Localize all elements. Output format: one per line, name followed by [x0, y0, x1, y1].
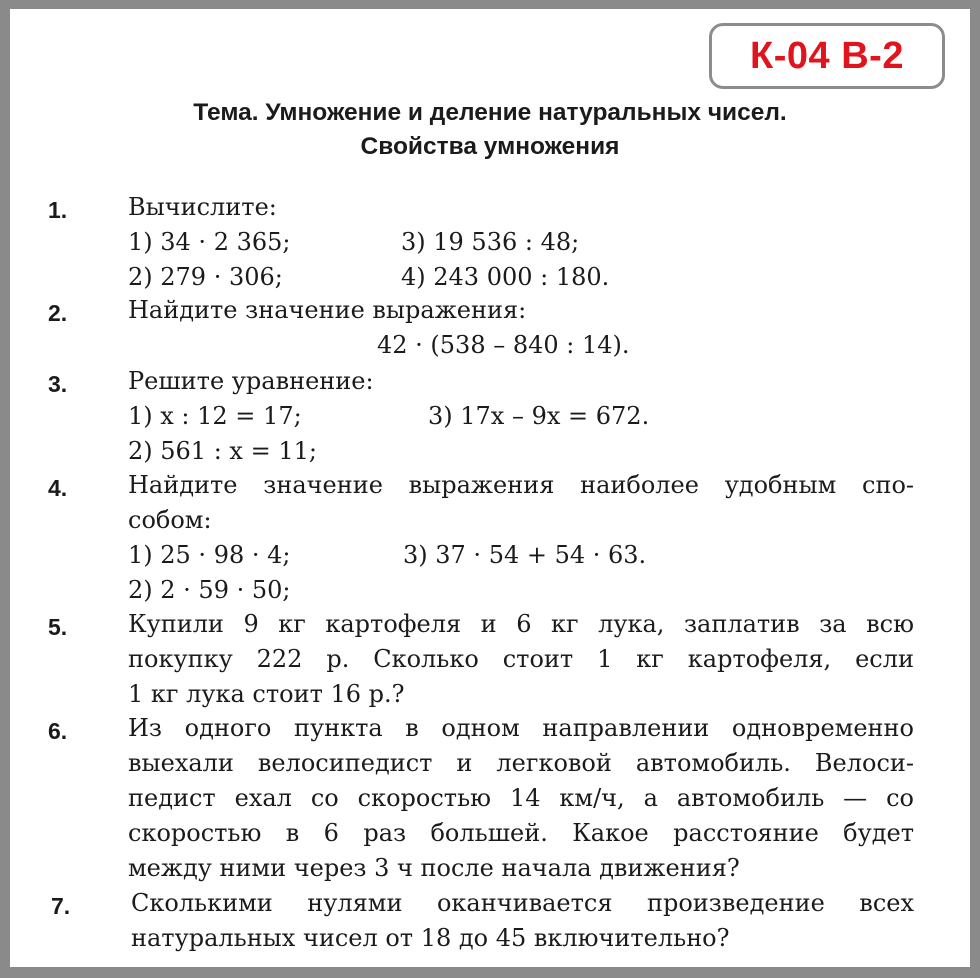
task-1-item-2: 2) 279 · 306;: [128, 263, 283, 291]
task-6-line-1: Из одного пункта в одном направлении одновременно: [128, 714, 914, 742]
task-4-prompt-cont: собом:: [128, 506, 212, 534]
task-3-item-3: 3) 17x – 9x = 672.: [428, 402, 650, 430]
task-5-line-1: Купили 9 кг картофеля и 6 кг лука, заплатив за всю: [128, 610, 914, 638]
task-4-item-1: 1) 25 · 98 · 4;: [128, 541, 291, 569]
topic-title-line-2: Свойства умножения: [360, 133, 620, 160]
task-7-number: 7.: [51, 893, 71, 919]
task-5-number: 5.: [48, 614, 68, 640]
task-3-item-1: 1) x : 12 = 17;: [128, 402, 302, 430]
task-1-item-4: 4) 243 000 : 180.: [401, 263, 610, 291]
task-6-line-2: выехали велосипедист и легковой автомобиль. Велоси-: [128, 749, 914, 777]
task-6-line-4: скоростью в 6 раз большей. Какое расстояние будет: [128, 819, 914, 847]
task-6-line-3: педист ехал со скоростью 14 км/ч, а автомобиль — со: [128, 784, 914, 812]
task-1-item-3: 3) 19 536 : 48;: [401, 228, 580, 256]
task-6-number: 6.: [48, 718, 68, 744]
task-3-prompt: Решите уравнение:: [128, 367, 374, 395]
task-4-number: 4.: [48, 475, 68, 501]
task-6-line-5: между ними через 3 ч после начала движения?: [128, 854, 740, 882]
task-4-prompt: Найдите значение выражения наиболее удобным спо-: [128, 471, 914, 499]
task-2-number: 2.: [48, 300, 68, 326]
task-3-number: 3.: [48, 371, 68, 397]
task-5-line-3: 1 кг лука стоит 16 р.?: [128, 680, 405, 708]
task-1-prompt: Вычислите:: [128, 193, 277, 221]
task-4-item-3: 3) 37 · 54 + 54 · 63.: [403, 541, 647, 569]
task-1-number: 1.: [48, 197, 68, 223]
task-2-prompt: Найдите значение выражения:: [128, 296, 527, 324]
task-5-line-2: покупку 222 р. Сколько стоит 1 кг картофеля, если: [128, 645, 914, 673]
task-2-expression: 42 · (538 – 840 : 14).: [377, 331, 630, 359]
variant-badge: К-04 В-2: [709, 23, 945, 89]
task-3-item-2: 2) 561 : x = 11;: [128, 437, 317, 465]
topic-title-line-1: Тема. Умножение и деление натуральных чисел.: [193, 99, 787, 126]
task-1-item-1: 1) 34 · 2 365;: [128, 228, 291, 256]
task-4-item-2: 2) 2 · 59 · 50;: [128, 576, 291, 604]
task-7-line-2: натуральных чисел от 18 до 45 включительно?: [131, 924, 730, 952]
task-7-line-1: Сколькими нулями оканчивается произведение всех: [131, 889, 914, 917]
worksheet-page: [10, 9, 970, 967]
